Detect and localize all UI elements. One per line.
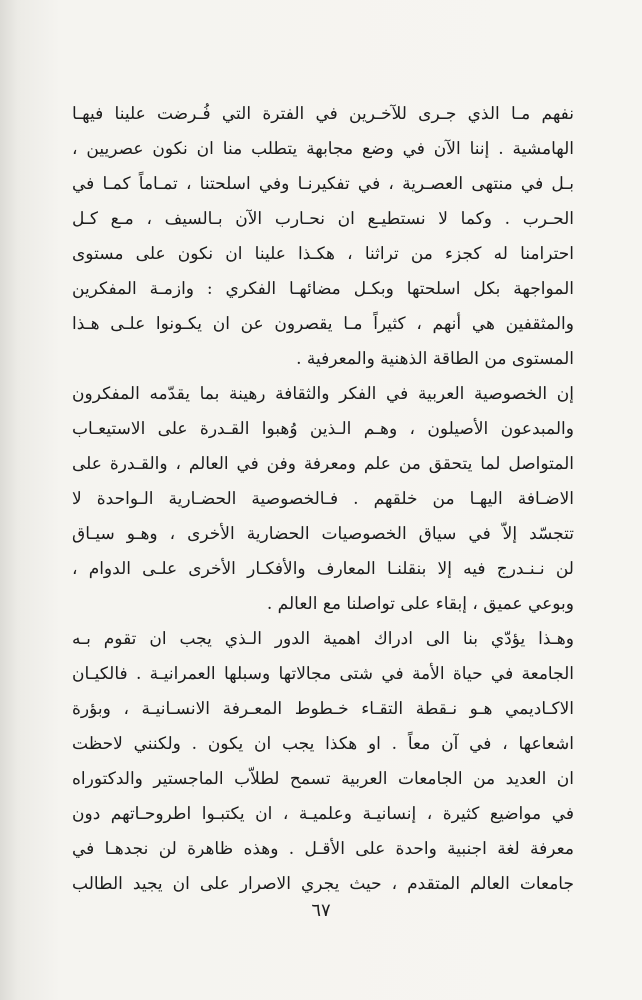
text-line: المواجهة بكل اسلحتها وبكـل مضائهـا الفكري : وازمـة المفكرين xyxy=(72,279,574,299)
text-line: المتواصل لما يتحقق من علم ومعرفة وفن في العالم ، والقـدرة على xyxy=(72,454,574,474)
text-line: المستوى من الطاقة الذهنية والمعرفية . xyxy=(296,349,574,369)
text-line: الحـرب . وكما لا نستطيـع ان نحـارب الآن بـالسيف ، مـع كـل xyxy=(72,209,574,229)
paragraph-2 xyxy=(72,377,574,622)
text-line: وبوعي عميق ، إبقاء على تواصلنا مع العالم . xyxy=(266,594,574,614)
paragraph-1 xyxy=(72,97,574,377)
text-line: الجامعة في حياة الأمة في شتى مجالاتها وسبلها العمرانيـة . فالكيـان xyxy=(72,664,574,684)
text-line: والمثقفين هي أنهم ، كثيراً مـا يقصرون عن ان يكـونوا علـى هـذا xyxy=(72,314,574,334)
text-line: لن نـنـدرج فيه إلا بنقلنـا المعارف والأفكـار الأخرى علـى الدوام ، xyxy=(72,559,574,579)
text-line: وهـذا يؤدّي بنا الى ادراك اهمية الدور الـذي يجب ان تقوم بـه xyxy=(72,629,574,649)
text-line: والمبدعون الأصيلون ، وهـم الـذين وُهبوا القـدرة على الاستيعـاب xyxy=(72,419,574,439)
text-line: الاكـاديمي هـو نـقطة التقـاء خـطوط المعـرفة الانسـانيـة ، وبؤرة xyxy=(72,699,574,719)
text-line: الاضـافة اليهـا من خلقهم . فـالخصوصية الحضـارية الـواحدة لا xyxy=(72,489,574,509)
paragraph-3 xyxy=(72,622,574,902)
text-line: الهامشية . إننا الآن في وضع مجابهة يتطلب منا ان نكون عصريين ، xyxy=(72,139,574,159)
text-line: اشعاعها ، في آن معاً . او هكذا يجب ان يكون . ولكنني لاحظت xyxy=(72,734,574,754)
page-number: ٦٧ xyxy=(311,900,331,921)
text-line: إن الخصوصية العربية في الفكر والثقافة رهينة بما يقدّمه المفكرون xyxy=(72,384,574,404)
text-line: جامعات العالم المتقدم ، حيث يجري الاصرار على ان يجيد الطالب xyxy=(72,874,574,894)
text-line: ان العديد من الجامعات العربية تسمح لطلاّب الماجستير والدكتوراه xyxy=(72,769,574,789)
text-line: في مواضيع كثيرة ، إنسانيـة وعلميـة ، ان يكتبـوا اطروحـاتهم دون xyxy=(72,804,574,824)
text-line: نفهم مـا الذي جـرى للآخـرين في الفترة التي فُـرضت علينا فيهـا xyxy=(72,104,574,124)
text-line: تتجسّد إلاّ في سياق الخصوصيات الحضارية الأخرى ، وهـو سيـاق xyxy=(72,524,574,544)
text-line: معرفة لغة اجنبية واحدة على الأقـل . وهذه ظاهرة لن نجدهـا في xyxy=(72,839,574,859)
text-line: احترامنا له كجزء من تراثنا ، هكـذا علينا ان نكون على مستوى xyxy=(72,244,574,264)
text-line: بـل في منتهى العصـرية ، في تفكيرنـا وفي اسلحتنا ، تمـاماً كمـا في xyxy=(72,174,574,194)
